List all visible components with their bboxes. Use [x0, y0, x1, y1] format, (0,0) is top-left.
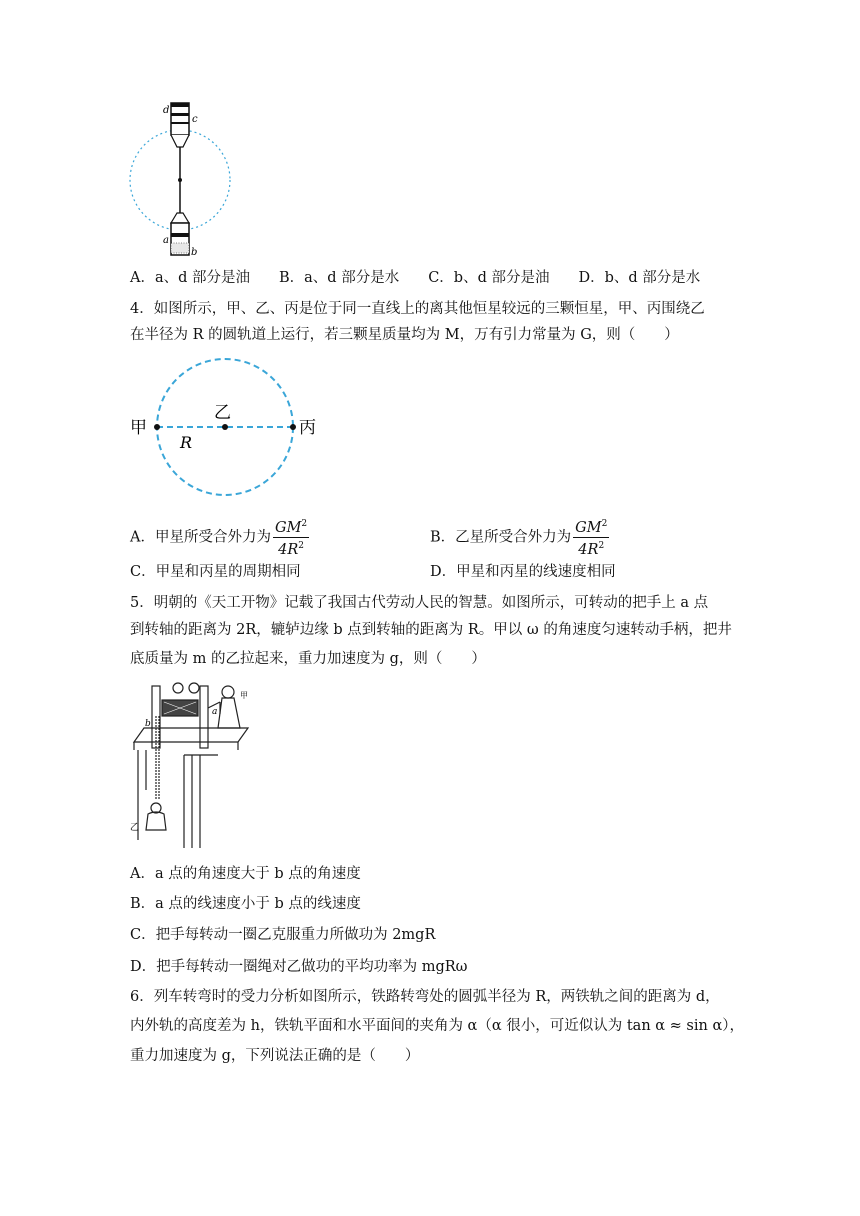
q3-figure	[125, 95, 245, 265]
q5-option-d: D．把手每转动一圈绳对乙做功的平均功率为 mgRω	[130, 959, 468, 975]
q4-label-yi: 乙	[214, 403, 231, 423]
q3-label-a: a	[163, 235, 169, 246]
q5-label-jia: 甲	[240, 691, 248, 700]
q4-star-jia	[154, 424, 160, 430]
q5-label-b: b	[145, 719, 151, 729]
q4-figure	[128, 358, 328, 498]
q4-stem-line1: 4．如图所示，甲、乙、丙是位于同一直线上的离其他恒星较远的三颗恒星，甲、丙围绕乙	[130, 301, 705, 317]
q5-option-c: C．把手每转动一圈乙克服重力所做功为 2mgR	[130, 927, 436, 943]
q6-stem-line2: 内外轨的高度差为 h，铁轨平面和水平面间的夹角为 α（α 很小，可近似认为 tan α ≈ sin α），	[130, 1018, 745, 1034]
q4-stem-line2: 在半径为 R 的圆轨道上运行，若三颗星质量均为 M，万有引力常量为 G，则（ ）	[130, 327, 679, 343]
q3-label-d: d	[163, 105, 170, 116]
q4-option-d: D．甲星和丙星的线速度相同	[430, 564, 616, 580]
q4-star-yi	[222, 424, 228, 430]
q5-stem-line3: 底质量为 m 的乙拉起来，重力加速度为 g，则（ ）	[130, 651, 486, 667]
q4-option-a: A．甲星所受合外力为 $\frac{GM^2}{4R^2}$	[130, 516, 309, 559]
q4-option-b: B．乙星所受合外力为 $\frac{GM^2}{4R^2}$	[430, 516, 609, 559]
q4-label-jia: 甲	[130, 418, 147, 438]
q6-stem-line3: 重力加速度为 g，下列说法正确的是（ ）	[130, 1048, 420, 1064]
q6-stem-line1: 6．列车转弯时的受力分析如图所示，铁路转弯处的圆弧半径为 R，两铁轨之间的距离为 d，	[130, 989, 720, 1005]
q4-label-bing: 丙	[299, 418, 316, 438]
q5-figure	[128, 680, 258, 850]
q5-stem-line1: 5．明朝的《天工开物》记载了我国古代劳动人民的智慧。如图所示，可转动的把手上 a 点	[130, 595, 709, 611]
q5-label-yi: 乙	[130, 823, 140, 833]
q5-option-b: B．a 点的线速度小于 b 点的线速度	[130, 896, 361, 912]
q3-options: A．a、d 部分是油 B．a、d 部分是水 C．b、d 部分是油 D．b、d 部分是水	[130, 270, 701, 286]
q5-stem-line2: 到转轴的距离为 2R，辘轳边缘 b 点到转轴的距离为 R。甲以 ω 的角速度匀速转动手柄，把井	[130, 622, 732, 638]
q3-label-c: c	[192, 114, 198, 125]
q4-option-c: C．甲星和丙星的周期相同	[130, 564, 301, 580]
q5-option-a: A．a 点的角速度大于 b 点的角速度	[130, 866, 361, 882]
q3-top-bottle	[171, 103, 189, 135]
q5-label-a: a	[212, 707, 218, 717]
q4-star-bing	[290, 424, 296, 430]
q3-label-b: b	[191, 247, 198, 258]
q4-label-r: R	[180, 433, 193, 452]
